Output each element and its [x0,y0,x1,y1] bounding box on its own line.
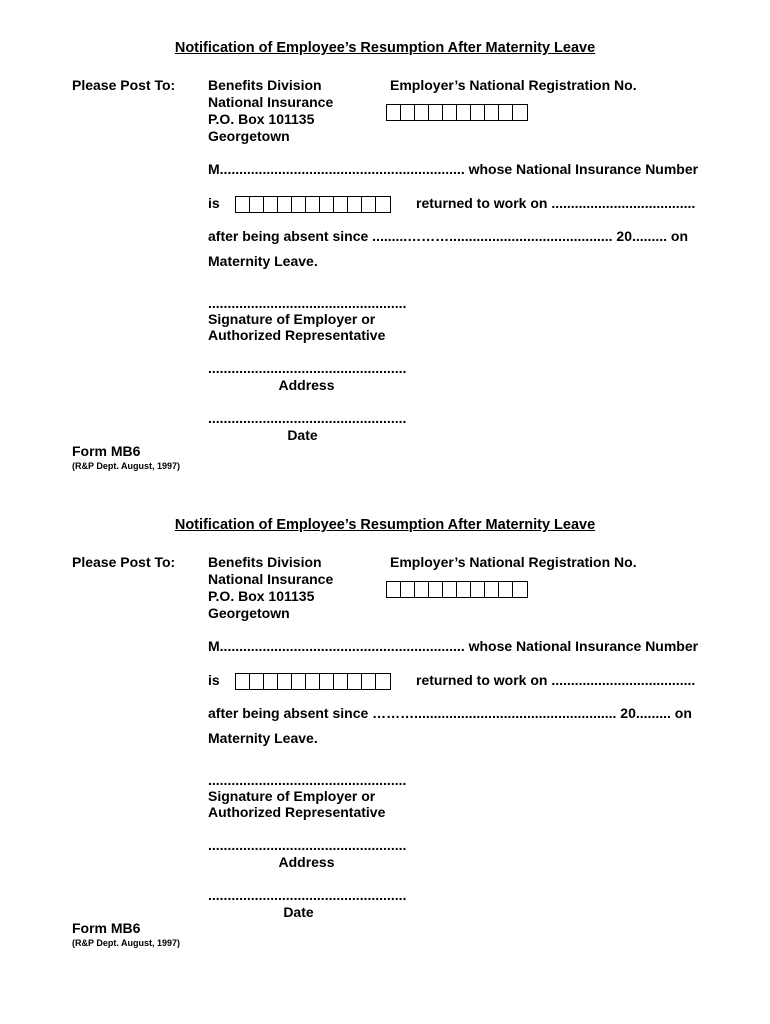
maternity-resumption-form-2 [0,477,770,954]
returned-to-work-line: returned to work on ..................................... [416,672,696,688]
signature-line[interactable]: ................................................... [208,295,407,311]
form-title: Notification of Employee’s Resumption After Maternity Leave [174,517,596,533]
digit-box[interactable] [348,197,362,212]
digit-box[interactable] [348,674,362,689]
maternity-leave-text: Maternity Leave. [208,253,318,269]
digit-box[interactable] [292,197,306,212]
digit-box[interactable] [415,582,429,597]
date-line[interactable]: ................................................... [208,410,407,426]
returned-to-work-line: returned to work on ..................................... [416,195,696,211]
maternity-leave-text: Maternity Leave. [208,730,318,746]
form-dept: (R&P Dept. August, 1997) [72,461,181,471]
digit-box[interactable] [429,582,443,597]
digit-box[interactable] [362,197,376,212]
digit-box[interactable] [401,582,415,597]
signature-label-2: Authorized Representative [208,804,386,820]
address-line-1: Benefits Division [208,554,322,570]
digit-box[interactable] [457,582,471,597]
digit-box[interactable] [429,105,443,120]
digit-box[interactable] [334,674,348,689]
registration-label: Employer’s National Registration No. [390,77,637,93]
address-line-3: P.O. Box 101135 [208,588,315,604]
digit-box[interactable] [306,674,320,689]
signature-label-2: Authorized Representative [208,327,386,343]
address-label: Address [278,377,335,393]
address-line-1: Benefits Division [208,77,322,93]
digit-box[interactable] [306,197,320,212]
digit-box[interactable] [376,674,390,689]
employee-name-line: M............................................................... whose National Insurance Number [208,638,699,654]
digit-box[interactable] [362,674,376,689]
digit-box[interactable] [236,197,250,212]
absent-since-line: after being absent since ……….................................................... 20......... on [208,705,692,721]
is-label: is [208,672,220,688]
address-label: Address [278,854,335,870]
digit-box[interactable] [499,582,513,597]
digit-box[interactable] [264,674,278,689]
digit-box[interactable] [485,582,499,597]
form-dept: (R&P Dept. August, 1997) [72,938,181,948]
employee-name-line: M............................................................... whose National Insurance Number [208,161,699,177]
registration-number-boxes[interactable] [386,581,528,598]
post-to-label: Please Post To: [72,77,176,93]
digit-box[interactable] [485,105,499,120]
digit-box[interactable] [320,674,334,689]
date-label: Date [283,904,314,920]
is-label: is [208,195,220,211]
signature-label-1: Signature of Employer or [208,788,376,804]
address-signature-line[interactable]: ................................................... [208,360,407,376]
digit-box[interactable] [471,582,485,597]
digit-box[interactable] [513,105,527,120]
address-line-2: National Insurance [208,571,334,587]
ni-number-boxes[interactable] [235,673,391,690]
signature-line[interactable]: ................................................... [208,772,407,788]
form-id: Form MB6 [72,443,141,459]
digit-box[interactable] [443,105,457,120]
digit-box[interactable] [499,105,513,120]
digit-box[interactable] [387,582,401,597]
digit-box[interactable] [415,105,429,120]
registration-number-boxes[interactable] [386,104,528,121]
digit-box[interactable] [513,582,527,597]
form-id: Form MB6 [72,920,141,936]
digit-box[interactable] [471,105,485,120]
digit-box[interactable] [334,197,348,212]
ni-number-boxes[interactable] [235,196,391,213]
post-to-label: Please Post To: [72,554,176,570]
signature-label-1: Signature of Employer or [208,311,376,327]
digit-box[interactable] [250,197,264,212]
digit-box[interactable] [236,674,250,689]
address-line-4: Georgetown [208,128,290,144]
date-label: Date [287,427,318,443]
digit-box[interactable] [387,105,401,120]
date-line[interactable]: ................................................... [208,887,407,903]
absent-since-line: after being absent since .........……….......................................... 20......... on [208,228,688,244]
address-signature-line[interactable]: ................................................... [208,837,407,853]
digit-box[interactable] [376,197,390,212]
registration-label: Employer’s National Registration No. [390,554,637,570]
maternity-resumption-form-1 [0,0,770,477]
digit-box[interactable] [401,105,415,120]
digit-box[interactable] [292,674,306,689]
digit-box[interactable] [320,197,334,212]
address-line-4: Georgetown [208,605,290,621]
digit-box[interactable] [278,197,292,212]
address-line-2: National Insurance [208,94,334,110]
digit-box[interactable] [264,197,278,212]
digit-box[interactable] [250,674,264,689]
digit-box[interactable] [278,674,292,689]
digit-box[interactable] [443,582,457,597]
address-line-3: P.O. Box 101135 [208,111,315,127]
form-title: Notification of Employee’s Resumption After Maternity Leave [174,40,596,56]
digit-box[interactable] [457,105,471,120]
